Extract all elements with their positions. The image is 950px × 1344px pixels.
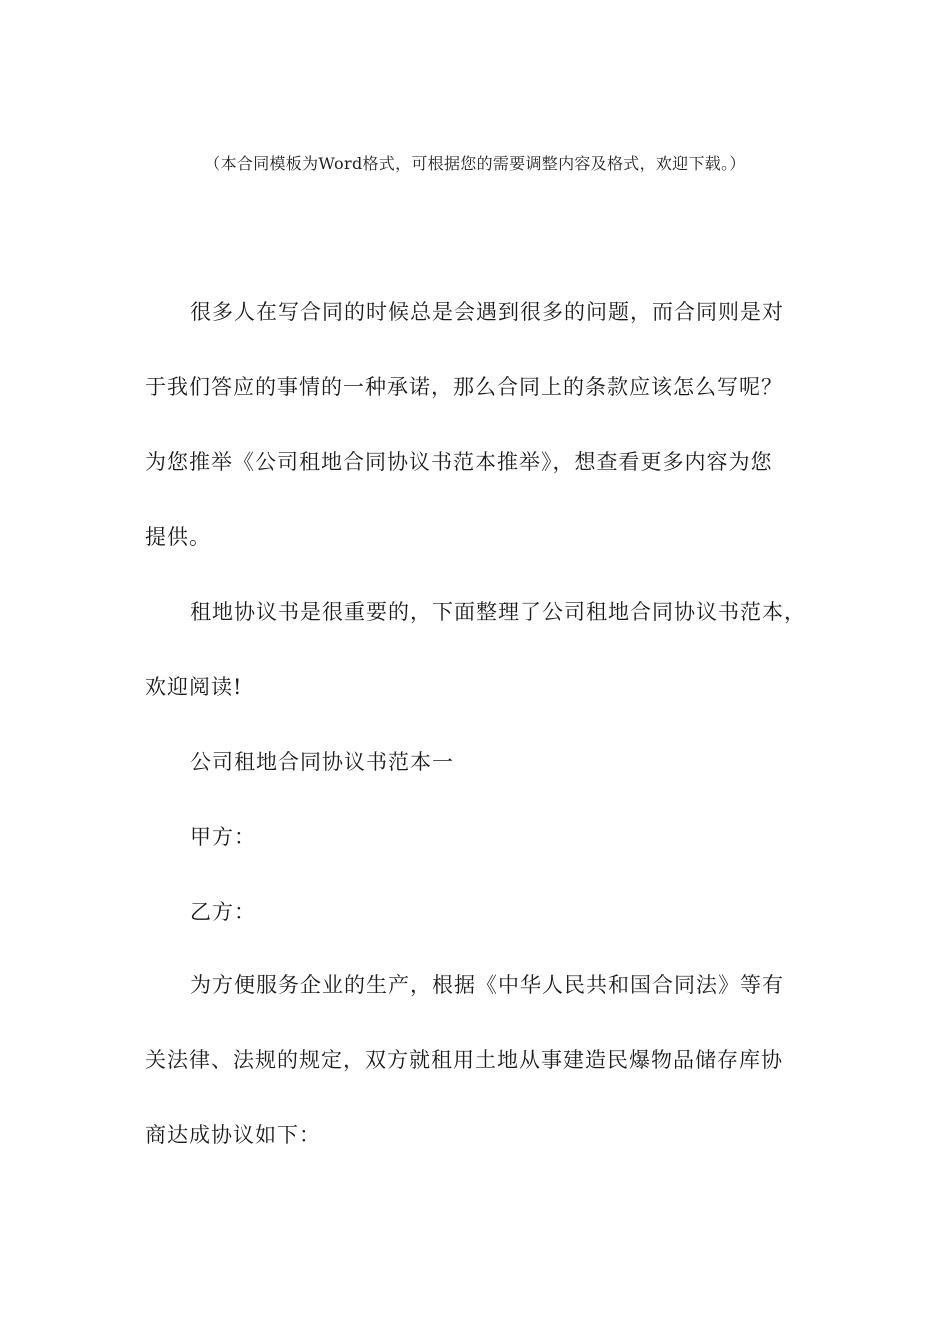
paragraph-line-3: 为您推举《公司租地合同协议书范本推举》，想查看更多内容为您: [145, 450, 773, 474]
paragraph-line-5: 租地协议书是很重要的，下面整理了公司租地合同协议书范本，: [190, 600, 806, 624]
party-a-label: 甲方：: [190, 825, 256, 849]
paragraph-line-12: 商达成协议如下：: [145, 1123, 321, 1147]
paragraph-line-2: 于我们答应的事情的一种承诺，那么合同上的条款应该怎么写呢？: [145, 375, 783, 399]
paragraph-line-6: 欢迎阅读!: [145, 675, 243, 699]
paragraph-line-1: 很多人在写合同的时候总是会遇到很多的问题，而合同则是对: [190, 300, 784, 324]
paragraph-line-11: 关法律、法规的规定，双方就租用土地从事建造民爆物品储存库协: [145, 1048, 783, 1072]
paragraph-line-4: 提供。: [145, 525, 211, 549]
section-heading: 公司租地合同协议书范本一: [190, 750, 454, 774]
paragraph-line-10: 为方便服务企业的生产，根据《中华人民共和国合同法》等有: [190, 973, 784, 997]
party-b-label: 乙方：: [190, 900, 256, 924]
template-note: （本合同模板为Word格式，可根据您的需要调整内容及格式，欢迎下载。）: [204, 154, 746, 173]
